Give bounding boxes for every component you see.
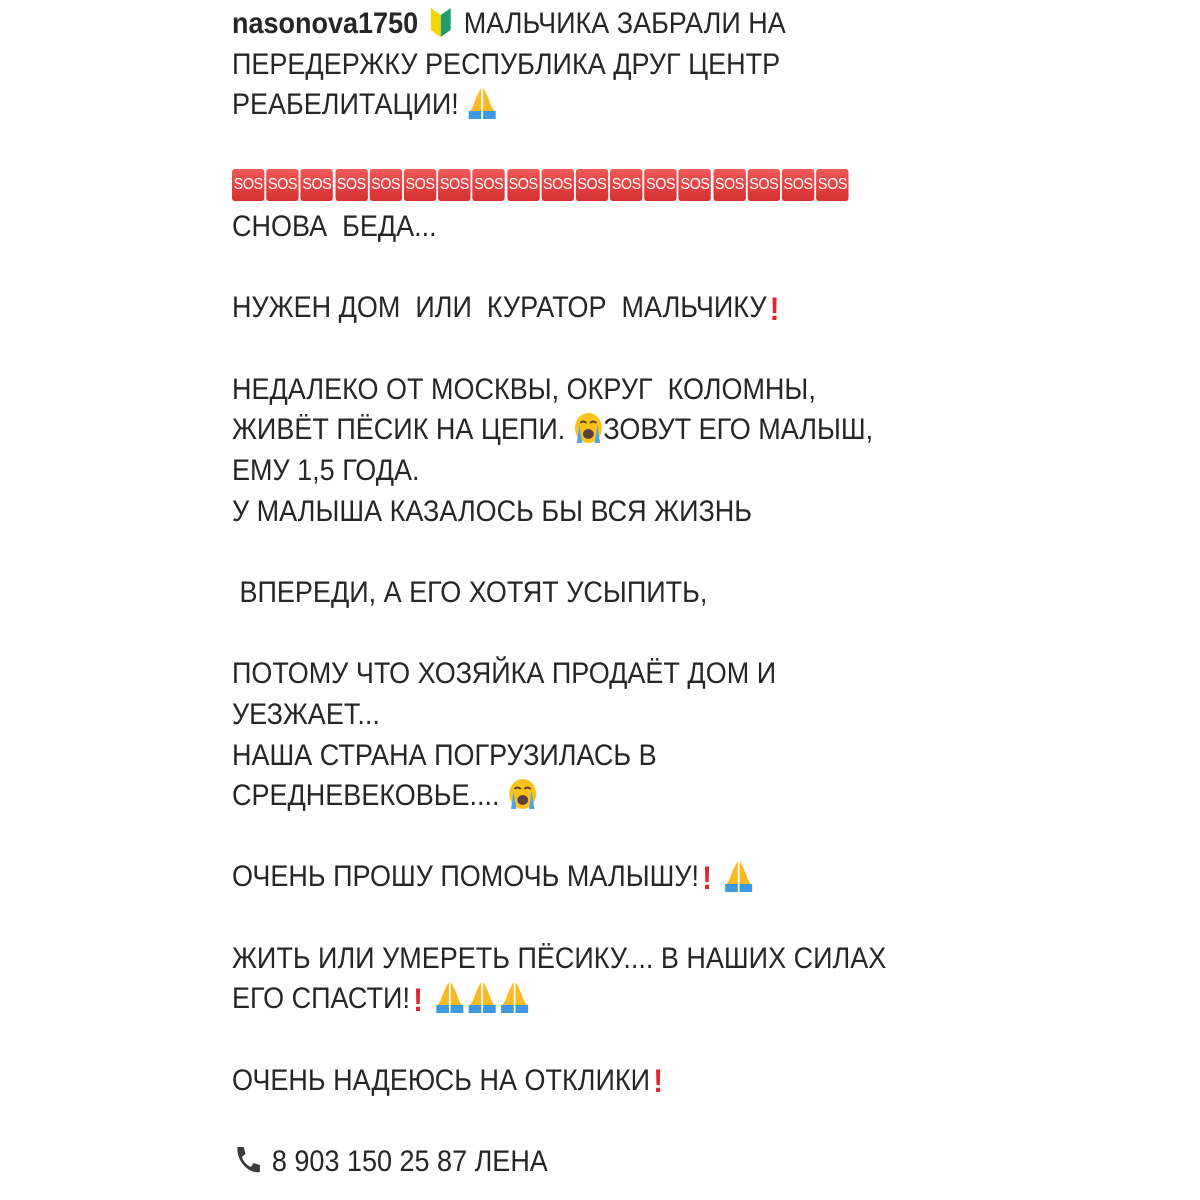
caption-text (426, 982, 434, 1015)
caption-line (232, 45, 1042, 86)
caption-text: ПОТОМУ ЧТО ХОЗЯЙКА ПРОДАЁТ ДОМ И (232, 657, 777, 691)
sos-icon: SOS (404, 169, 436, 201)
caption-line (232, 492, 1042, 533)
caption-text: У МАЛЫША КАЗАЛОСЬ БЫ ВСЯ ЖИЗНЬ (232, 494, 753, 528)
caption-text: ОЧЕНЬ ПРОШУ ПОМОЧЬ МАЛЫШУ! (232, 860, 700, 894)
blank-line (232, 248, 1042, 289)
blank-line (232, 126, 1042, 167)
exclamation-icon: ! (769, 291, 780, 328)
caption-line (232, 695, 1042, 736)
caption-text: НУЖЕН ДОМ ИЛИ КУРАТОР МАЛЬЧИКУ (232, 291, 767, 325)
caption-line (232, 85, 1042, 126)
caption-text: ВПЕРЕДИ, А ЕГО ХОТЯТ УСЫПИТЬ, (232, 575, 708, 609)
pray-icon (723, 859, 755, 893)
sos-icon: SOS (369, 169, 401, 201)
username-link[interactable]: nasonova1750 (232, 7, 419, 40)
caption-line (232, 370, 1042, 411)
caption-text: РЕАБЕЛИТАЦИИ! (232, 88, 467, 122)
sos-icon: SOS (679, 169, 711, 201)
caption-text: НЕДАЛЕКО ОТ МОСКВЫ, ОКРУГ КОЛОМНЫ, (232, 372, 816, 406)
caption-line (232, 410, 1042, 451)
sos-icon: SOS (301, 169, 333, 201)
caption-line (232, 573, 1042, 614)
caption-line (232, 939, 1042, 980)
sos-icon: SOS (576, 169, 608, 201)
caption-text: СРЕДНЕВЕКОВЬЕ.... (232, 779, 508, 813)
blank-line (232, 898, 1042, 939)
post-caption (232, 4, 1042, 1183)
caption-text: ЗОВУТ ЕГО МАЛЫШ, (603, 413, 874, 447)
caption-line (232, 1061, 1042, 1102)
caption-text (715, 860, 723, 893)
caption-text: ЖИВЁТ ПЁСИК НА ЦЕПИ. (232, 413, 573, 447)
caption-text: 8 903 150 25 87 ЛЕНА (264, 1144, 548, 1178)
sos-icon: SOS (473, 169, 505, 201)
blank-line (232, 1101, 1042, 1142)
blank-line (232, 532, 1042, 573)
sos-icon: SOS (816, 169, 848, 201)
sos-icon: SOS (782, 169, 814, 201)
caption-line (232, 4, 1042, 45)
phone-icon (232, 1143, 264, 1177)
caption-line (232, 1142, 1042, 1183)
caption-line (232, 167, 1042, 208)
beginner-icon (426, 5, 457, 39)
pray-icon (498, 980, 530, 1014)
exclamation-icon: ! (653, 1063, 663, 1100)
sos-icon: SOS (335, 169, 367, 201)
caption-text: ЕГО СПАСТИ! (232, 982, 410, 1016)
caption-line (232, 654, 1042, 695)
sos-icon: SOS (541, 169, 573, 201)
blank-line (232, 614, 1042, 655)
exclamation-icon: ! (413, 982, 423, 1019)
caption-line (232, 451, 1042, 492)
sos-icon: SOS (610, 169, 642, 201)
sos-icon: SOS (748, 169, 780, 201)
sos-icon: SOS (266, 169, 298, 201)
sos-icon: SOS (438, 169, 470, 201)
pray-icon (434, 980, 466, 1014)
crying-face-icon (573, 411, 604, 445)
caption-line (232, 736, 1042, 777)
blank-line (232, 1020, 1042, 1061)
pray-icon (466, 86, 498, 120)
caption-line (232, 776, 1042, 817)
caption-text: ОЧЕНЬ НАДЕЮСЬ НА ОТКЛИКИ (232, 1063, 651, 1097)
caption-line (232, 857, 1042, 898)
caption-text: ЖИТЬ ИЛИ УМЕРЕТЬ ПЁСИКУ.... В НАШИХ СИЛАХ (232, 941, 887, 975)
caption-text: МАЛЬЧИКА ЗАБРАЛИ НА (456, 7, 786, 40)
caption-text: ПЕРЕДЕРЖКУ РЕСПУБЛИКА ДРУГ ЦЕНТР (232, 47, 781, 81)
pray-icon (466, 980, 498, 1014)
caption-text: УЕЗЖАЕТ... (232, 697, 380, 731)
blank-line (232, 329, 1042, 370)
caption-text: ЕМУ 1,5 ГОДА. (232, 454, 420, 488)
sos-icon: SOS (713, 169, 745, 201)
sos-icon: SOS (644, 169, 676, 201)
caption-line (232, 979, 1042, 1020)
exclamation-icon: ! (702, 860, 712, 897)
sos-icon: SOS (507, 169, 539, 201)
caption-line (232, 207, 1042, 248)
blank-line (232, 817, 1042, 858)
crying-face-icon (507, 777, 538, 811)
caption-text: НАША СТРАНА ПОГРУЗИЛАСЬ В (232, 738, 657, 772)
caption-text: СНОВА БЕДА... (232, 210, 437, 244)
caption-text (418, 7, 426, 40)
sos-icon: SOS (232, 169, 264, 201)
caption-line (232, 288, 1042, 329)
